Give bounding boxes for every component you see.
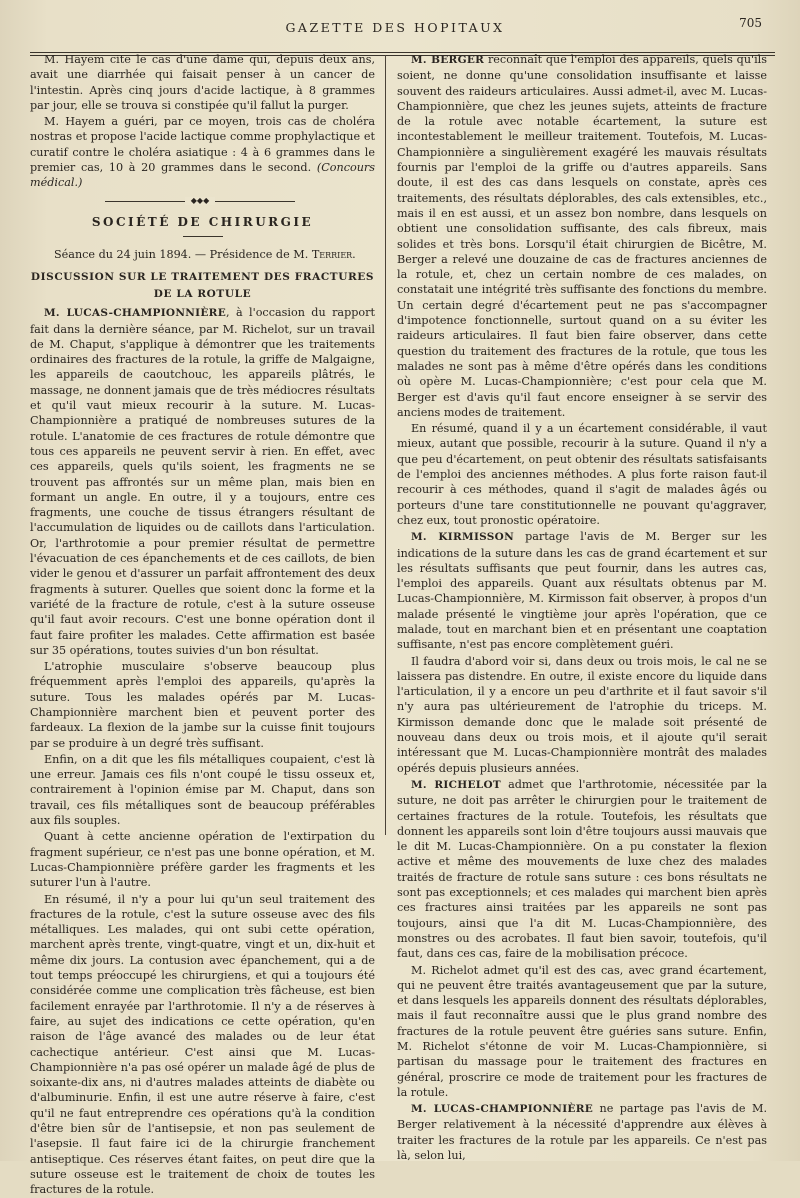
left-paragraph-3: Enfin, on a dit que les fils métalliques coupaient, c'est là une erreur. Jamais ces fils n'ont coupé le tissu osseux et, contrairement à l'opinion émise par M. Chaput, dans son travail, ces fils métalliques sont de beaucoup préférables aux fils souples. [30,752,375,828]
right-column [397,52,767,1164]
ornament-divider [30,197,375,205]
speaker-name: M. BERGER [411,54,485,66]
page-header [0,14,800,44]
left-paragraph-1 [30,305,375,658]
meeting-text: Séance du 24 juin 1894. — Présidence de M. [54,247,312,261]
left-paragraph-4: Quant à cette ancienne opération de l'extirpation du fragment supérieur, ce n'est pas une bonne opération, et M. Lucas-Championnière préfère garder les fragments et les suturer l'un à l'autre. [30,830,375,890]
section-title: SOCIÉTÉ DE CHIRURGIE [91,214,314,229]
right-paragraph-2: En résumé, quand il y a un écartement considérable, il vaut mieux, autant que possible, recourir à la suture. Quand il n'y a que peu d'écartement, on peut obtenir des résultats satisfaisants de l'emploi des anciennes méthodes. A plus forte raison faut-il recourir à ces méthodes, quand il s'agit de malades âgés ou porteurs d'une tare constitutionnelle ne pouvant qu'aggraver, chez eux, tout pronostic opératoire. [397,422,767,527]
section-rule [183,236,223,237]
right-paragraph-1-text: reconnaît que l'emploi des appareils, quels qu'ils soient, ne donne qu'une consolidation insuffisante et laisse souvent des raideurs articulaires. Aussi admet-il, avec M. Lucas-Championnière, que chez les jeunes sujets, atteints de fracture de la rotule avec notable écartement, la suture est incontestablement le meilleur traitement. Toutefois, M. Lucas-Championnière a singulièrement exagéré les mauvais résultats fournis par l'emploi de la griffe ou d'autres appareils. Sans doute, il est des cas dans lesquels on constate, après ces traitements, des résultats déplorables, des cals extensibles, etc., mais il en est aussi, et un assez bon nombre, dans lesquels on obtient une consolidation suffisante, des cals fibreux, mais solides et très bons. Lorsqu'il était chirurgien de Bicêtre, M. Berger a relevé une douzaine de cas de fractures anciennes de la rotule, et, chez un certain nombre de ces malades, on constatait une intégrité très suffisante des fonctions du membre. Un certain degré d'écartement peut ne pas s'accompagner d'impotence fonctionnelle, surtout quand on a su éviter les raideurs articulaires. Il faut bien faire observer, dans cette question du traitement des fractures de la rotule, que tous les malades ne sont pas à même d'être opérés dans les conditions où opère M. Lucas-Championnière; c'est pour cela que M. Berger est d'avis qu'il faut encore enseigner à se servir des anciens modes de traitement. [397,53,767,419]
left-paragraph-1-text: , à l'occasion du rapport fait dans la dernière séance, par M. Richelot, sur un travail de M. Chaput, s'applique à démontrer que les traitements ordinaires des fractures de la rotule, la griffe de Malgaigne, les appareils de caoutchouc, les appareils plâtrés, le massage, ne donnent jamais que de très médiocres résultats et qu'il vaut mieux recourir à la suture. M. Lucas-Championnière a pratiqué de nombreuses sutures de la rotule. L'anatomie de ces fractures de rotule démontre que tous ces appareils ne peuvent servir à rien. En effet, avec ces appareils, quels qu'ils soient, les fragments ne se trouvent pas affrontés sur un même plan, mais bien en formant un angle. En outre, il y a toujours, entre ces fragments, une couche de tissus étrangers résultant de l'accumulation de liquides ou de caillots dans l'articulation. Or, l'arthrotomie a pour premier résultat de permettre l'évacuation de ces épanchements et de ces caillots, de bien vider le genou et d'assurer un parfait affrontement des deux fragments à suturer. Quelles que soient donc la forme et la variété de la fracture de rotule, c'est à la suture osseuse qu'il faut avoir recours. C'est une bonne opération dont il faut faire profiter les malades. Cette affirmation est basée sur 35 opérations, toutes suivies d'un bon résultat. [30,306,375,657]
intro-source: (Concours médical.) [30,161,375,190]
speaker-name: M. LUCAS-CHAMPIONNIÈRE [44,307,227,320]
speaker-name: M. RICHELOT [411,778,502,791]
left-paragraph-5: En résumé, il n'y a pour lui qu'un seul traitement des fractures de la rotule, c'est la suture osseuse avec des fils métalliques. Les malades, qui ont subi cette opération, marchent après trente, vingt-quatre, vingt et un, dix-huit et même dix jours. La contusion avec épanchement, qui a de tout temps préoccupé les chirurgiens, et qui a toujours été considérée comme une complication très fâcheuse, est bien facilement enrayée par l'arthrotomie. Il n'y a de réserves à faire, au sujet des indications ce cette opération, qu'en raison de l'âge avancé des malades ou de leur état cachectique antérieur. C'est ainsi que M. Lucas-Championnière n'a pas osé opérer un malade âgé de plus de soixante-dix ans, ni d'autres malades atteints de diabète ou d'albuminurie. Enfin, il est une autre réserve à faire, c'est qu'il ne faut entreprendre ces opérations qu'à la condition d'être bien sûr de l'antisepsie, et non pas seulement de l'asepsie. Il faut faire ici de la chirurgie franchement antiseptique. Ces réserves étant faites, on peut dire que la suture osseuse est le traitement de choix de toutes les fractures de la rotule. [30,892,375,1197]
column-divider [385,55,386,835]
meeting-line [30,247,375,262]
right-paragraph-1 [397,52,767,420]
speaker-name: M. KIRMISSON [411,531,515,544]
running-title: GAZETTE DES HOPITAUX [285,20,505,35]
left-paragraph-2: L'atrophie musculaire s'observe beaucoup plus fréquemment après l'emploi des appareils, qu'après la suture. Tous les malades opérés par M. Lucas-Championnière marchent bien et peuvent porter des fardeaux. La flexion de la jambe sur la cuisse finit toujours par se produire à un degré très suffisant. [30,660,375,750]
discussion-title-line-1: DISCUSSION SUR LE TRAITEMENT DES FRACTURES [30,271,375,284]
speaker-name: M. LUCAS-CHAMPIONNIÈRE [411,1103,594,1116]
right-paragraph-6: M. Richelot admet qu'il est des cas, avec grand écartement, qui ne peuvent être traités avantageusement que par la suture, et dans lesquels les appareils donnent des résultats déplorables, mais il faut reconnaître aussi que le plus grand nombre des fractures de la rotule peuvent être guéries sans suture. Enfin, M. Richelot s'étonne de voir M. Lucas-Championnière, si partisan du massage pour le traitement des fractures en général, proscrire ce mode de traitement pour les fractures de la rotule. [397,963,767,1099]
right-paragraph-7 [397,1101,767,1163]
right-paragraph-5 [397,777,767,962]
right-paragraph-3-text: partage l'avis de M. Berger sur les indications de la suture dans les cas de grand écartement et sur les résultats suffisants que peut fournir, dans les autres cas, l'emploi des appareils. Quant aux résultats obtenus par M. Lucas-Championnière, M. Kirmisson fait observer, à propos d'un malade présenté le vingtième jour après l'opération, que ce malade, tout en marchant bien et en présentant une coaptation suffisante, n'est pas encore complètement guéri. [397,530,767,652]
left-column [30,52,375,1198]
intro-paragraph-1: M. Hayem cite le cas d'une dame qui, depuis deux ans, avait une diarrhée qui faisait penser à un cancer de l'intestin. Après cinq jours d'acide lactique, à 8 grammes par jour, elle se trouva si constipée qu'il fallut la purger. [30,53,375,112]
right-paragraph-4: Il faudra d'abord voir si, dans deux ou trois mois, le cal ne se laissera pas distendre. En outre, il existe encore du liquide dans l'articulation, il y a encore un peu d'arthrite et il faut savoir s'il n'y aura pas ultérieurement de l'atrophie du triceps. M. Kirmisson demande donc que le malade soit présenté de nouveau dans deux ou trois mois, et il ajoute qu'il serait intéressant que M. Lucas-Championnière montrât des malades opérés depuis plusieurs années. [397,654,767,775]
discussion-title-line-2: DE LA ROTULE [153,288,252,301]
page-number: 705 [739,16,762,30]
right-paragraph-5-text: admet que l'arthrotomie, nécessitée par la suture, ne doit pas arrêter le chirurgien pour le traitement de certaines fractures de la rotule. Toutefois, les résultats que donnent les appareils sont loin d'être toujours aussi mauvais que le dit M. Lucas-Championnière. On a pu constater la flexion active et même des mouvements de luxe chez des malades traités de fracture de rotule sans suture : ces bons résultats ne sont pas exceptionnels; et ces malades qui marchent bien après ces fractures ainsi traitées par les appareils ne sont pas toujours, ainsi que l'a dit M. Lucas-Championnière, des monstres ou des acrobates. Il faut bien savoir, toutefois, qu'il faut, dans ces cas, faire de la mobilisation précoce. [397,777,767,961]
ornament-glyph: ◆◆◆ [185,197,215,205]
intro-paragraph-2-text: M. Hayem a guéri, par ce moyen, trois cas de choléra nostras et propose l'acide lactique comme prophylactique et curatif contre le choléra asiatique : 4 à 6 grammes dans le premier cas, 10 à 20 grammes dans le second. [30,115,375,175]
right-paragraph-3 [397,529,767,652]
intro-paragraph-2 [30,114,375,190]
right-paragraph-7-text: ne partage pas l'avis de M. Berger relativement à la nécessité d'apprendre aux élèves à traiter les fractures de la rotule par les appareils. Ce n'est pas là, selon lui, [397,1102,767,1163]
meeting-president: Terrier. [311,247,356,261]
